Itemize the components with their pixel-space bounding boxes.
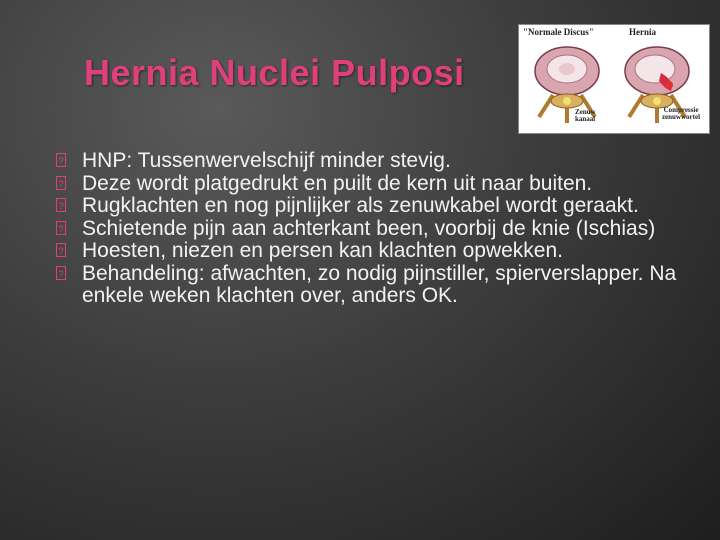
bullet-icon: ? (56, 198, 66, 212)
bullet-icon: ? (56, 176, 66, 190)
bullet-icon: ? (56, 266, 66, 280)
figure-label-nerve-compression: Compressie zenuwwortel (661, 106, 701, 121)
bullet-icon: ? (56, 221, 66, 235)
bullet-text: HNP: Tussenwervelschijf minder stevig. (82, 149, 451, 172)
list-item (58, 194, 692, 218)
list-item (58, 261, 692, 308)
list-item (58, 171, 692, 196)
bullet-icon: ? (56, 243, 66, 257)
figure-label-normal: "Normale Discus" (523, 27, 594, 37)
list-item (58, 149, 692, 173)
bullet-list (58, 149, 692, 308)
bullet-text: Rugklachten en nog pijnlijker als zenuwkabel wordt geraakt. (82, 194, 639, 217)
figure-label-hernia: Hernia (629, 27, 656, 37)
list-item (58, 239, 692, 263)
bullet-text: Behandeling: afwachten, zo nodig pijnstiller, spierverslapper. Na enkele weken klachten over, anders OK. (82, 261, 677, 307)
slide-title: Hernia Nuclei Pulposi (84, 52, 465, 93)
disc-herniation-illustration (518, 24, 710, 134)
bullet-icon: ? (56, 153, 66, 167)
bullet-text: Schietende pijn aan achterkant been, voorbij de knie (Ischias) (82, 216, 656, 240)
bullet-text: Deze wordt platgedrukt en puilt de kern uit naar buiten. (82, 171, 593, 195)
bullet-text: Hoesten, niezen en persen kan klachten opwekken. (82, 239, 563, 262)
list-item (58, 216, 692, 241)
figure-label-nerve-canal: Zenuw kanaal (575, 108, 596, 123)
